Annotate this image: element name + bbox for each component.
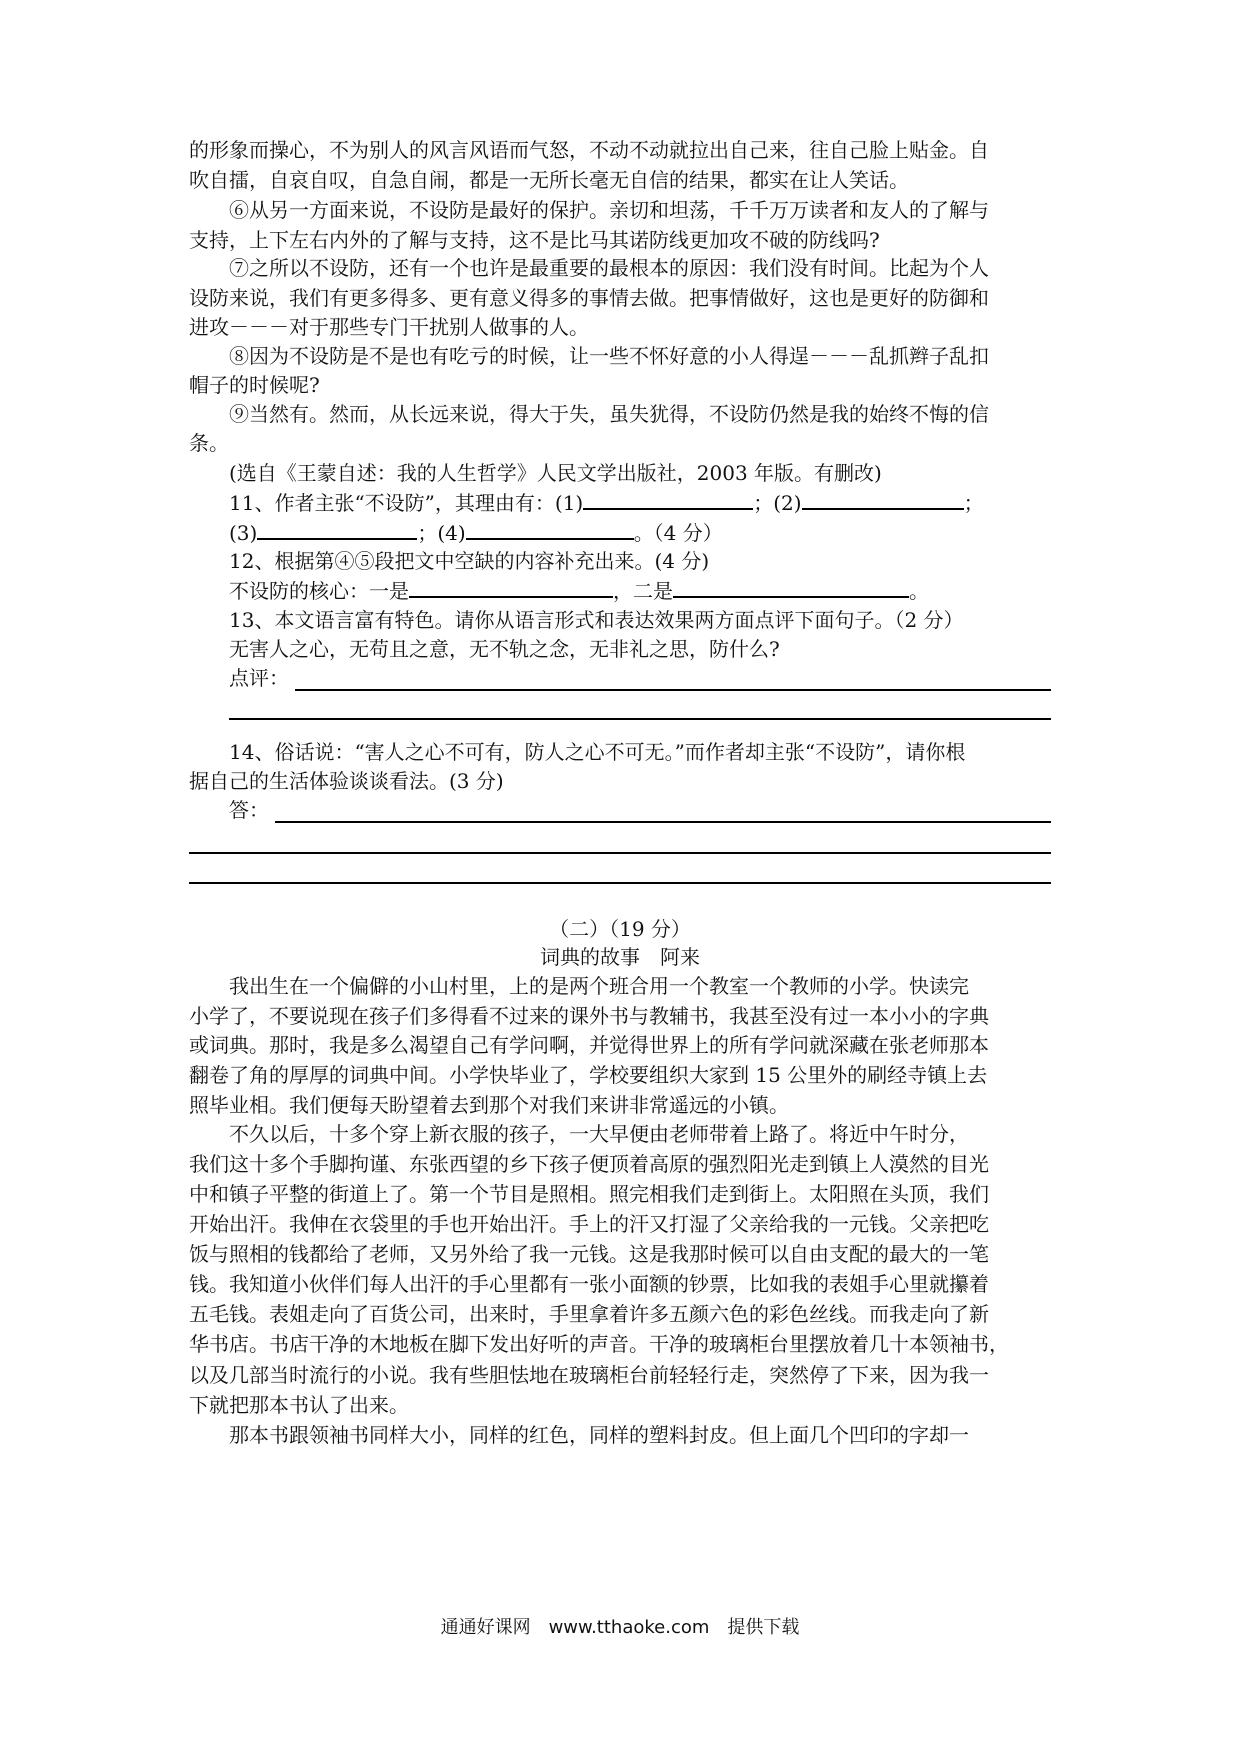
question-13-sentence: 无害人之心，无苟且之意，无不轨之念，无非礼之思，防什么? <box>229 637 780 661</box>
question-11-item: (3) <box>229 521 258 545</box>
answer-line[interactable] <box>295 689 1051 691</box>
source-citation: (选自《王蒙自述：我的人生哲学》人民文学出版社，2003 年版。有删改) <box>229 461 882 485</box>
question-11 <box>229 486 1051 518</box>
question-11-sep: ；(2) <box>753 491 802 515</box>
question-14: 14、俗话说：“害人之心不可有，防人之心不可无。”而作者却主张“不设防”，请你根 <box>229 740 966 764</box>
passage-line: 支持，上下左右内外的了解与支持，这不是比马其诺防线更加攻不破的防线吗? <box>189 228 880 252</box>
question-12-end: 。 <box>909 579 929 603</box>
passage-line: 条。 <box>189 431 229 455</box>
question-12-core-label: 不设防的核心：一是 <box>229 579 409 603</box>
article-line: 以及几部当时流行的小说。我有些胆怯地在玻璃柜台前轻轻行走，突然停了下来，因为我一 <box>189 1363 989 1387</box>
question-11-score: 。（4 分） <box>633 521 723 545</box>
article-line: 小学了，不要说现在孩子们多得看不过来的课外书与教辅书，我甚至没有过一本小小的字典 <box>189 1004 989 1028</box>
question-11-sep: ； <box>963 491 984 515</box>
passage-paragraph-6: ⑥从另一方面来说，不设防是最好的保护。亲切和坦荡，千千万万读者和友人的了解与 <box>229 198 989 222</box>
article-paragraph-2: 不久以后，十多个穿上新衣服的孩子，一大早便由老师带着上路了。将近中午时分， <box>229 1122 969 1146</box>
article-line: 中和镇子平整的街道上了。第一个节目是照相。照完相我们走到街上。太阳照在头顶，我们 <box>189 1182 989 1206</box>
article-paragraph-1: 我出生在一个偏僻的小山村里，上的是两个班合用一个教室一个教师的小学。快读完 <box>229 974 969 998</box>
question-11-text: 11、作者主张“不设防”，其理由有：(1) <box>229 491 584 515</box>
passage-paragraph-7: ⑦之所以不设防，还有一个也许是最重要的最根本的原因：我们没有时间。比起为个人 <box>229 256 989 280</box>
question-12: 12、根据第④⑤段把文中空缺的内容补充出来。(4 分) <box>229 549 710 573</box>
answer-blank-2[interactable] <box>802 486 964 510</box>
answer-line[interactable] <box>189 882 1051 884</box>
passage-line: 进攻－－－对于那些专门干扰别人做事的人。 <box>189 315 589 339</box>
passage-line: 吹自擂，自哀自叹，自急自闹，都是一无所长毫无自信的结果，都实在让人笑话。 <box>189 168 909 192</box>
article-line: 下就把那本书认了出来。 <box>189 1393 409 1417</box>
passage-paragraph-8: ⑧因为不设防是不是也有吃亏的时候，让一些不怀好意的小人得逞－－－乱抓辫子乱扣 <box>229 344 989 368</box>
article-title: 词典的故事 阿来 <box>540 945 700 969</box>
passage-line: 的形象而操心，不为别人的风言风语而气怒，不动不动就拉出自己来，往自己脸上贴金。自 <box>189 138 989 162</box>
question-14-continued: 据自己的生活体验谈谈看法。(3 分) <box>189 769 504 793</box>
question-13: 13、本文语言富有特色。请你从语言形式和表达效果两方面点评下面句子。（2 分） <box>229 608 964 632</box>
article-line: 钱。我知道小伙伴们每人出汗的手心里都有一张小面额的钞票，比如我的表姐手心里就攥着 <box>189 1272 989 1296</box>
question-14-answer-label: 答： <box>229 798 269 822</box>
question-12-answer <box>229 574 1051 606</box>
question-11-continued <box>229 516 1051 548</box>
answer-blank-1[interactable] <box>583 486 753 510</box>
article-line: 华书店。书店干净的木地板在脚下发出好听的声音。干净的玻璃柜台里摆放着几十本领袖书， <box>189 1332 1009 1356</box>
answer-line[interactable] <box>275 821 1051 823</box>
question-13-comment-label: 点评： <box>229 666 289 690</box>
answer-blank-core-2[interactable] <box>673 574 909 598</box>
passage-paragraph-9: ⑨当然有。然而，从长远来说，得大于失，虽失犹得，不设防仍然是我的始终不悔的信 <box>229 402 989 426</box>
article-line: 五毛钱。表姐走向了百货公司，出来时，手里拿着许多五颜六色的彩色丝线。而我走向了新 <box>189 1302 989 1326</box>
answer-blank-core-1[interactable] <box>409 574 613 598</box>
article-line: 或词典。那时，我是多么渴望自己有学问啊，并觉得世界上的所有学问就深藏在张老师那本 <box>189 1033 989 1057</box>
article-paragraph-3: 那本书跟领袖书同样大小，同样的红色，同样的塑料封皮。但上面几个凹印的字却一 <box>229 1423 969 1447</box>
answer-line[interactable] <box>189 852 1051 854</box>
answer-blank-3[interactable] <box>257 516 417 540</box>
article-line: 开始出汗。我伸在衣袋里的手也开始出汗。手上的汗又打湿了父亲给我的一元钱。父亲把吃 <box>189 1212 989 1236</box>
section-heading: （二）（19 分） <box>549 917 691 941</box>
article-line: 照毕业相。我们便每天盼望着去到那个对我们来讲非常遥远的小镇。 <box>189 1093 789 1117</box>
passage-line: 设防来说，我们有更多得多、更有意义得多的事情去做。把事情做好，这也是更好的防御和 <box>189 286 989 310</box>
answer-line[interactable] <box>229 718 1051 720</box>
answer-blank-4[interactable] <box>466 516 634 540</box>
article-line: 我们这十多个手脚拘谨、东张西望的乡下孩子便顶着高原的强烈阳光走到镇上人漠然的目光 <box>189 1152 989 1176</box>
question-11-sep: ；(4) <box>417 521 466 545</box>
page-footer: 通通好课网 www.tthaoke.com 提供下载 <box>440 1617 800 1638</box>
article-line: 饭与照相的钱都给了老师，又另外给了我一元钱。这是我那时候可以自由支配的最大的一笔 <box>189 1242 989 1266</box>
article-line: 翻卷了角的厚厚的词典中间。小学快毕业了，学校要组织大家到 15 公里外的刷经寺镇上去 <box>189 1063 988 1087</box>
passage-line: 帽子的时候呢? <box>189 373 320 397</box>
question-12-second-label: ，二是 <box>613 579 673 603</box>
